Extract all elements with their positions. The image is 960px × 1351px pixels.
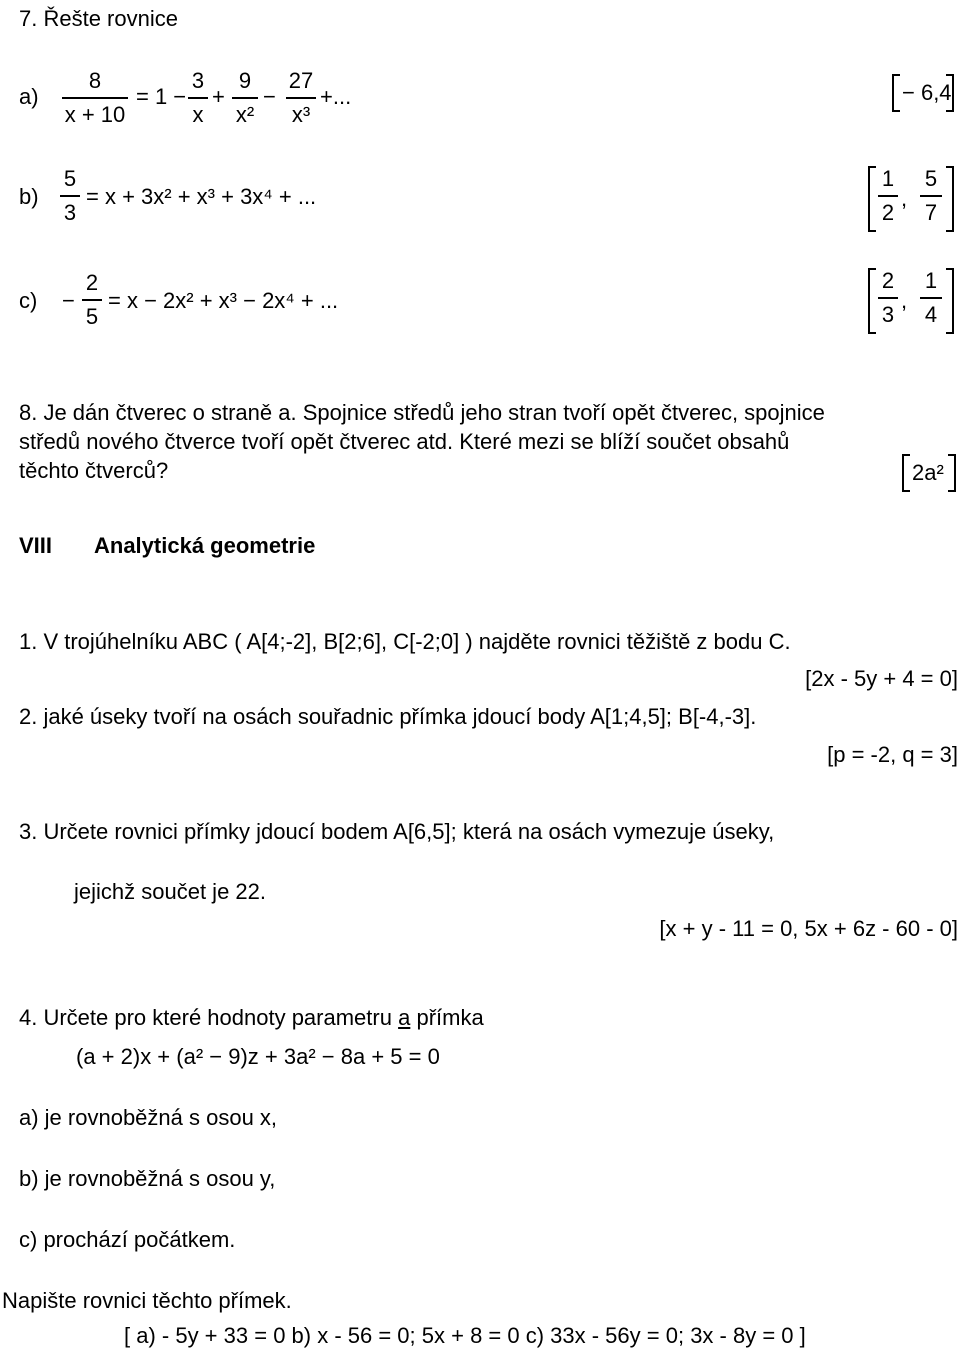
problem-4-equation: (a + 2)x + (a² − 9)z + 3a² − 8a + 5 = 0 [76,1044,440,1069]
problem-2-text: 2. jaké úseky tvoří na osách souřadnic přímka jdoucí body A[1;4,5]; B[-4,-3]. [19,704,757,729]
comma: , [901,288,908,313]
paragraph-line: středů nového čtverce tvoří opět čtverec atd. Které mezi se blíží součet obsahů [19,429,790,454]
problem-4-part-a: a) je rovnoběžná s osou x, [19,1105,278,1130]
section-title: Analytická geometrie [94,533,316,558]
paragraph-line: těchto čtverců? [19,458,169,483]
left-bracket [902,454,910,492]
section-number: VIII [19,533,53,558]
problem-4-intro: 4. Určete pro které hodnoty parametru a přímka [19,1005,484,1030]
ellipsis: +... [320,84,352,109]
problem-1-answer: [2x - 5y + 4 = 0] [805,666,958,691]
fraction: 5 3 [60,168,80,224]
series-expression: = x − 2x² + x³ − 2x⁴ + ... [108,288,339,313]
exercise-7-title: 7. Řešte rovnice [19,6,178,31]
problem-3-text: jejichž součet je 22. [74,879,266,904]
fraction: 8 x + 10 [62,70,128,126]
paragraph-line: 8. Je dán čtverec o straně a. Spojnice středů jeho stran tvoří opět čtverec, spojnice [19,400,825,425]
fraction: 27 x³ [286,70,316,126]
right-bracket [946,74,954,112]
problem-3-text: 3. Určete rovnici přímky jdoucí bodem A[6,5]; která na osách vymezuje úseky, [19,819,775,844]
fraction: 1 4 [920,270,942,326]
right-bracket [946,166,954,232]
fraction: 2 3 [878,270,898,326]
series-expression: = x + 3x² + x³ + 3x⁴ + ... [86,184,317,209]
parameter-a: a [398,1005,411,1030]
fraction: 5 7 [920,168,942,224]
item-label: a) [19,84,39,109]
problem-2-answer: [p = -2, q = 3] [827,742,958,767]
fraction: 1 2 [878,168,898,224]
problem-1-text: 1. V trojúhelníku ABC ( A[4;-2], B[2;6], C[-2;0] ) najděte rovnici těžiště z bodu C. [19,629,791,654]
problem-4-answer: [ a) - 5y + 33 = 0 b) x - 56 = 0; 5x + 8 = 0 c) 33x - 56y = 0; 3x - 8y = 0 ] [124,1323,806,1348]
comma: , [901,186,908,211]
problem-4-task: Napište rovnici těchto přímek. [2,1288,292,1313]
right-bracket [946,268,954,334]
fraction: 3 x [188,70,208,126]
equals-one-minus: = 1 − [136,84,187,109]
answer: − 6,4 [902,80,952,105]
problem-3-answer: [x + y - 11 = 0, 5x + 6z - 60 - 0] [659,916,958,941]
fraction: 9 x² [232,70,258,126]
left-bracket [868,166,876,232]
minus-sign: − [263,84,276,109]
problem-4-part-c: c) prochází počátkem. [19,1227,236,1252]
answer: 2a² [912,460,944,485]
minus-sign: − [62,288,75,313]
left-bracket [892,74,900,112]
item-label: b) [19,184,39,209]
right-bracket [948,454,956,492]
plus-sign: + [212,84,225,109]
item-label: c) [19,288,38,313]
left-bracket [868,268,876,334]
problem-4-part-b: b) je rovnoběžná s osou y, [19,1166,276,1191]
fraction: 2 5 [82,272,102,328]
